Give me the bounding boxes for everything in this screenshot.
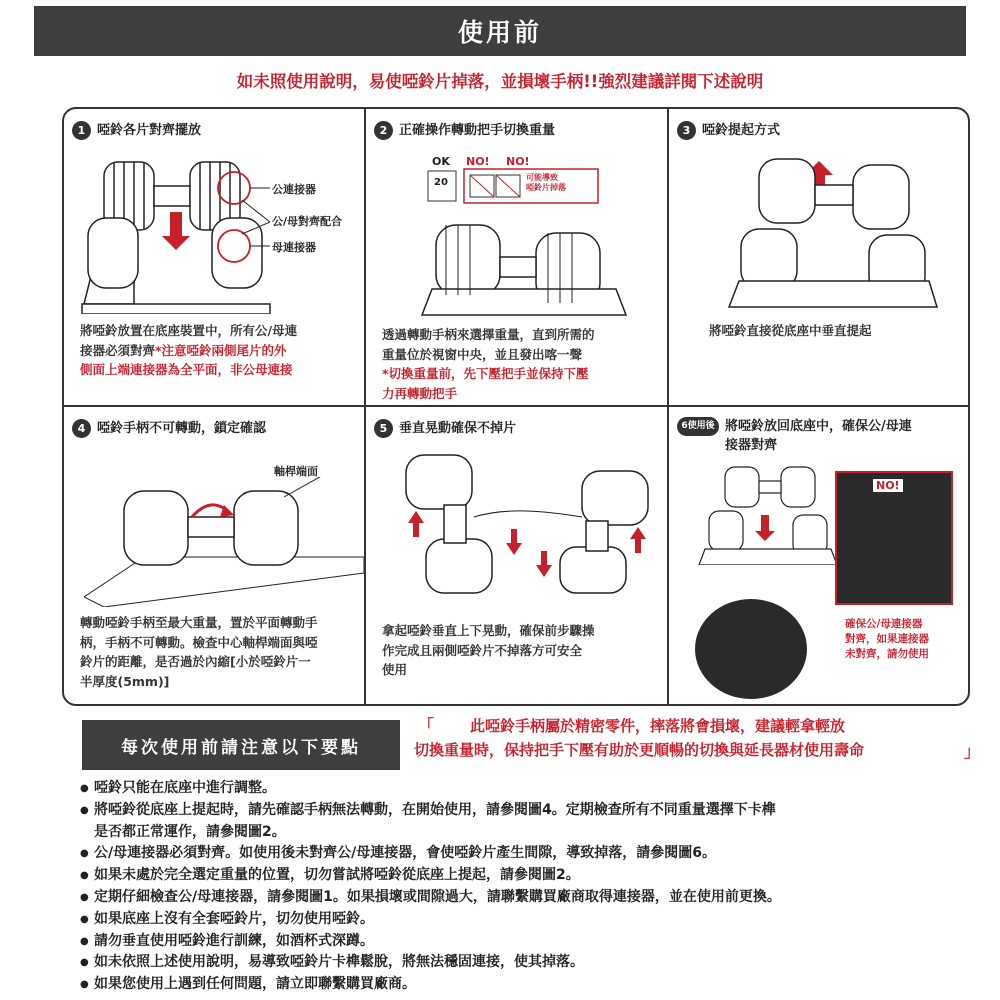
desc-warning: 力再轉動把手 [382,385,458,401]
desc-line: 半厚度(5mm)] [80,673,170,689]
step-2-number: 2 [374,121,393,140]
step-4-description [80,613,318,691]
step-6-number: 6使用後 [677,417,719,436]
step-5-title [374,417,516,438]
no-label: NO! [466,155,490,168]
step-5-panel [366,407,667,706]
step-6-description [845,617,929,662]
notice-bracket: 「 [418,716,435,735]
shake-test-illustration [386,447,656,597]
step-1-title [72,119,201,140]
precaution-list [80,778,980,996]
desc-line: 接器必須對齊 [80,342,156,358]
list-item: ● 定期仔細檢查公/母連接器，請參閱圖1。如果損壞或間隙過大，請聯繫購買廠商取得連接器，並在使用前更換。 [80,887,980,909]
weight-value: 20 [434,177,448,188]
desc-line: 重量位於視窗中央，並且發出喀一聲 [382,346,583,362]
desc-line: 拿起啞鈴垂直上下晃動，確保前步驟操 [382,623,595,638]
handle-rotation-check-illustration [84,477,364,607]
step-3-panel [669,109,970,405]
instruction-grid [62,107,970,706]
ok-label: OK [432,155,450,168]
step-4-number: 4 [72,419,91,438]
lift-dumbbell-illustration [719,151,939,311]
list-item-continuation: 是否都正常運作，請參閱圖2。 [94,823,286,840]
desc-warning: 未對齊，請勿使用 [845,648,929,660]
step-1-number: 1 [72,121,91,140]
desc-line: 轉動啞鈴手柄至最大重量，置於平面轉動手 [80,615,318,630]
step-2-title-text: 正確操作轉動把手切換重量 [399,123,556,138]
step-2-title [374,119,555,140]
desc-warning: *注意啞鈴兩側尾片的外 [155,342,287,358]
dumbbell-alignment-illustration [74,154,364,314]
list-item: ● 將啞鈴從底座上提起時，請先確認手柄無法轉動，在開始使用，請參閱圖4。定期檢查所有不同重量選擇下卡榫 [80,800,980,822]
list-item: ● 如果底座上沒有全套啞鈴片，切勿使用啞鈴。 [80,909,980,931]
step-1-panel [64,109,364,405]
list-item: ● 請勿垂直使用啞鈴進行訓練，如酒杯式深蹲。 [80,931,980,953]
aligned-connector-closeup [699,703,809,706]
desc-line: 鈴片的距離，是否過於內縮[小於啞鈴片一 [80,654,311,669]
alignment-label: 公/母對齊配合 [272,215,343,228]
list-item: ● 如果您使用上遇到任何問題，請立即聯繫購買廠商。 [80,974,980,996]
desc-warning: *切換重量前，先下壓把手並保持下壓 [382,366,589,381]
step-5-description [382,621,595,680]
dumbbell-on-base-illustration [416,219,636,319]
step-3-number: 3 [677,121,696,140]
step-3-description: 將啞鈴直接從底座中垂直提起 [709,323,872,338]
desc-warning: 對齊，如果連接器 [845,633,929,645]
warning-banner: 如未照使用說明，易使啞鈴片掉落，並損壞手柄!!強烈建議詳閱下述說明 [236,72,764,91]
list-item: ● 公/母連接器必須對齊。如使用後未對齊公/母連接器，會使啞鈴片產生間隙，導致掉落，請參閱圖6。 [80,843,980,865]
notice-heading: 每次使用前請注意以下要點 [82,720,400,770]
step-6-panel [669,407,970,706]
step-6-title [677,417,912,455]
page-title: 使用前 [457,18,542,47]
step-5-number: 5 [374,419,393,438]
desc-line: 透過轉動手柄來選擇重量，直到所需的 [382,327,595,342]
step-2-description [382,325,595,403]
handling-notice [414,714,980,762]
list-item: ● 啞鈴只能在底座中進行調整。 [80,778,980,800]
step-3-title [677,119,780,140]
step-6-title-text: 接器對齊 [725,438,778,453]
aligned-connector-photo [695,599,807,699]
desc-warning: 側面上端連接器為全平面，非公母連接 [80,362,293,377]
desc-line: 柄，手柄不可轉動。檢查中心軸桿端面與啞 [80,634,318,650]
notice-line: 切換重量時，保持把手下壓有助於更順暢的切換與延長器材使用壽命 [414,741,865,759]
notice-bracket: 」 [963,742,980,761]
male-connector-label: 公連接器 [272,183,316,196]
fall-warning-note: 可能導致 啞鈴片掉落 [526,173,566,192]
list-item: ● 如未依照上述使用說明，易導致啞鈴片卡榫鬆脫，將無法穩固連接，使其掉落。 [80,952,980,974]
step-6-title-text: 將啞鈴放回底座中，確保公/母連 [725,419,912,434]
desc-line: 作完成且兩側啞鈴片不掉落方可安全 [382,642,583,658]
no-label: NO! [873,479,903,492]
desc-line: 使用 [382,662,408,677]
list-item: ● 如果未處於完全選定重量的位置，切勿嘗試將啞鈴從底座上提起，請參閱圖2。 [80,865,980,887]
page-header [34,6,966,56]
step-1-title-text: 啞鈴各片對齊擺放 [97,123,202,138]
notice-line: 此啞鈴手柄屬於精密零件，摔落將會損壞，建議輕拿輕放 [470,717,846,735]
desc-line: 將啞鈴放置在底座裝置中，所有公/母連 [80,323,298,338]
step-4-title-text: 啞鈴手柄不可轉動，鎖定確認 [97,421,267,436]
shaft-end-label: 軸桿端面 [274,465,318,478]
desc-warning: 確保公/母連接器 [845,618,923,630]
return-to-base-illustration [689,465,839,565]
step-3-title-text: 啞鈴提起方式 [702,123,781,138]
step-2-panel [366,109,667,405]
female-connector-label: 母連接器 [272,241,316,254]
step-4-panel [64,407,364,706]
step-1-description [80,321,297,380]
step-4-title [72,417,266,438]
misaligned-connector-closeup [835,471,953,605]
no-label: NO! [506,155,530,168]
step-5-title-text: 垂直晃動確保不掉片 [399,421,517,436]
weight-window-illustration [426,167,606,207]
